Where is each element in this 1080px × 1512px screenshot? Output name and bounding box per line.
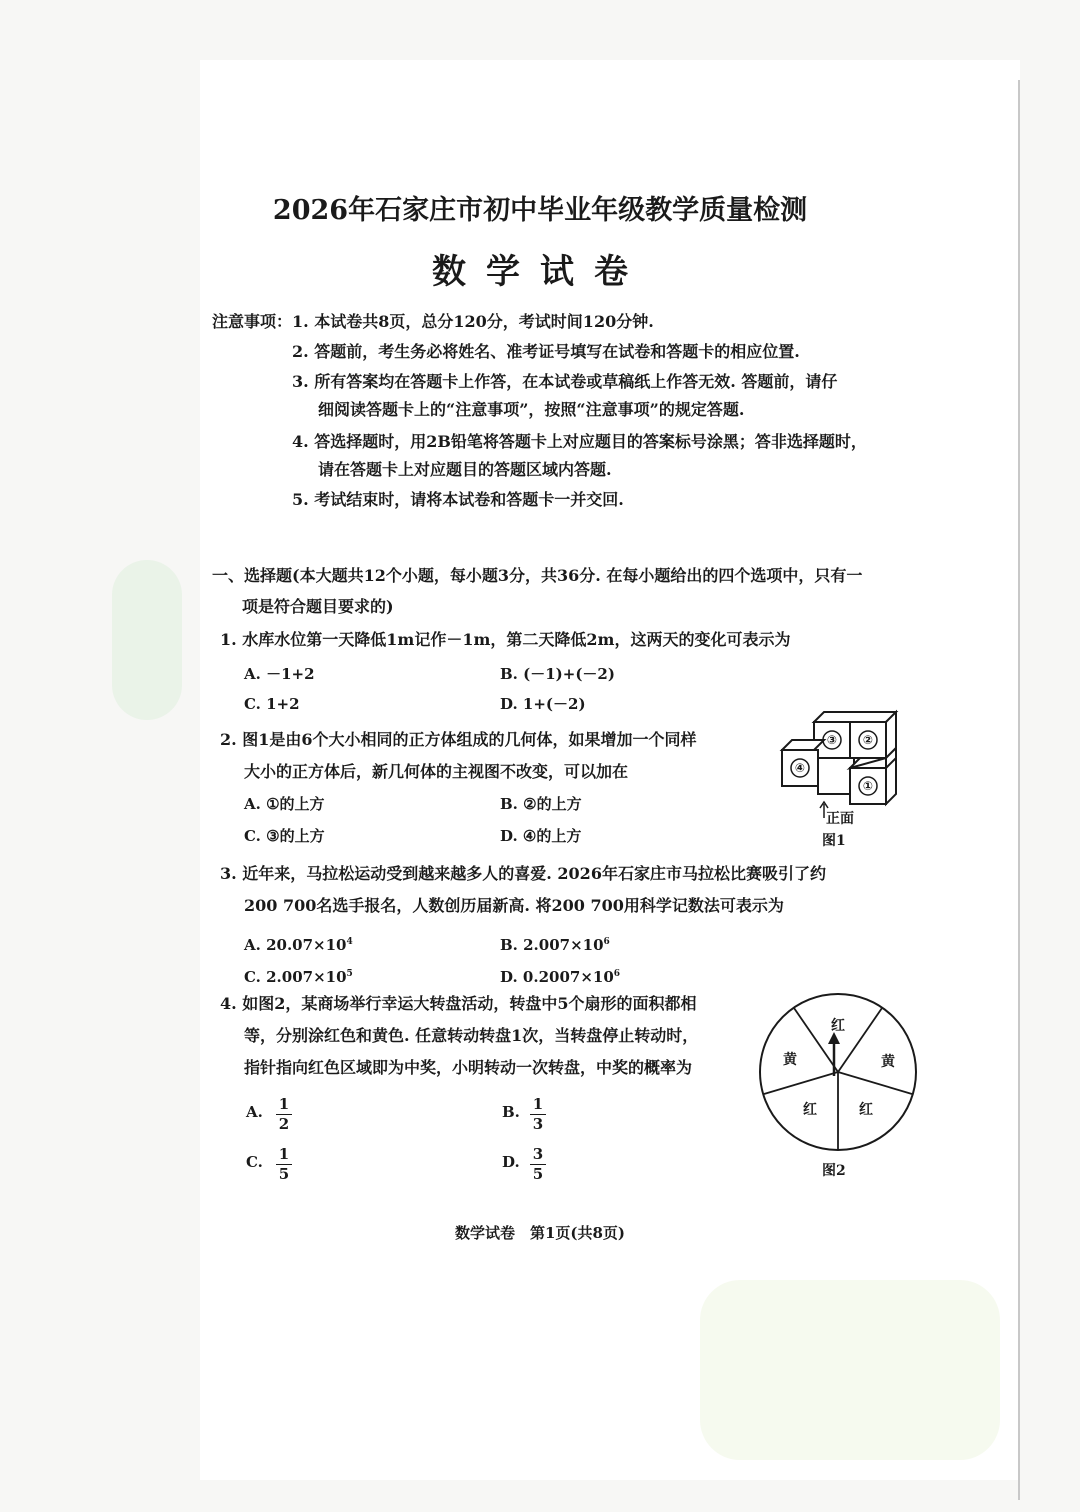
figure-2-label: 图2 [822, 1163, 846, 1179]
cube-label: ② [862, 733, 874, 747]
question-stem: 200 700名选手报名，人数创历届新高. 将200 700用科学记数法可表示为 [244, 896, 784, 915]
sector-label-yellow: 黄 [881, 1054, 895, 1070]
option-c: C. 1+2 [244, 695, 300, 713]
sector-label-yellow: 黄 [783, 1052, 797, 1068]
cube-label: ③ [826, 733, 838, 747]
notes-label: 注意事项： [212, 312, 293, 331]
option-b-label: B. [502, 1103, 520, 1121]
option-b: B. $2.007\times 10^6$ [500, 936, 610, 954]
question-stem: 3. 近年来，马拉松运动受到越来越多人的喜爱. 2026年石家庄市马拉松比赛吸引了约 [220, 864, 826, 883]
option-d: D. 1+(－2) [500, 695, 586, 713]
scan-smudge [700, 1280, 1000, 1460]
option-d: D. ④的上方 [500, 827, 582, 845]
note-item: 3. 所有答案均在答题卡上作答，在本试卷或草稿纸上作答无效. 答题前，请仔 [292, 372, 838, 391]
page-footer: 数学试卷 第1页(共8页) [454, 1224, 626, 1242]
note-item: 1. 本试卷共8页，总分120分，考试时间120分钟. [292, 312, 654, 331]
question-stem: 大小的正方体后，新几何体的主视图不改变，可以加在 [244, 762, 629, 781]
cube-label: ④ [794, 761, 806, 775]
front-label: 正面 [826, 811, 854, 827]
note-item: 2. 答题前，考生务必将姓名、准考证号填写在试卷和答题卡的相应位置. [292, 342, 800, 361]
option-a: A. $20.07\times 10^4$ [244, 936, 353, 954]
section-heading: 一、选择题(本大题共12个小题，每小题3分，共36分. 在每小题给出的四个选项中，只有一 [212, 566, 863, 585]
option-d-fraction: 3 5 [530, 1146, 546, 1183]
option-c-fraction: 1 5 [276, 1146, 292, 1183]
question-stem: 2. 图1是由6个大小相同的正方体组成的几何体，如果增加一个同样 [220, 730, 697, 749]
page-edge [1018, 80, 1020, 1500]
option-d-label: D. [502, 1153, 520, 1171]
option-a-fraction: 1 2 [276, 1096, 292, 1133]
option-a: A. －1+2 [244, 665, 315, 683]
note-item: 5. 考试结束时，请将本试卷和答题卡一并交回. [292, 490, 624, 509]
figure-1-cubes [778, 708, 918, 820]
note-item: 请在答题卡上对应题目的答题区域内答题. [318, 460, 612, 479]
option-c: C. ③的上方 [244, 827, 325, 845]
scan-smudge [112, 560, 182, 720]
cube-label: ① [862, 779, 874, 793]
question-stem: 1. 水库水位第一天降低1m记作－1m，第二天降低2m，这两天的变化可表示为 [220, 630, 791, 649]
option-c-label: C. [246, 1153, 263, 1171]
option-b: B. (－1)+(－2) [500, 665, 615, 683]
figure-2-spinner [756, 990, 920, 1154]
sector-label-red: 红 [831, 1018, 845, 1034]
option-a-label: A. [246, 1103, 263, 1121]
figure-1-label: 图1 [822, 833, 846, 849]
option-b-fraction: 1 3 [530, 1096, 546, 1133]
subject-title: 数学试卷 [432, 252, 648, 292]
exam-title: 2026年石家庄市初中毕业年级教学质量检测 [272, 195, 808, 226]
option-a: A. ①的上方 [244, 795, 325, 813]
sector-label-red: 红 [859, 1102, 873, 1118]
note-item: 4. 答选择题时，用2B铅笔将答题卡上对应题目的答案标号涂黑；答非选择题时， [292, 432, 867, 451]
question-stem: 指针指向红色区域即为中奖，小明转动一次转盘，中奖的概率为 [244, 1058, 693, 1077]
option-d: D. $0.2007\times 10^6$ [500, 968, 621, 986]
section-heading: 项是符合题目要求的) [242, 597, 394, 616]
question-stem: 4. 如图2，某商场举行幸运大转盘活动，转盘中5个扇形的面积都相 [220, 994, 697, 1013]
question-stem: 等，分别涂红色和黄色. 任意转动转盘1次，当转盘停止转动时， [244, 1026, 699, 1045]
option-c: C. $2.007\times 10^5$ [244, 968, 353, 986]
sector-label-red: 红 [803, 1102, 817, 1118]
note-item: 细阅读答题卡上的“注意事项”，按照“注意事项”的规定答题. [318, 400, 745, 419]
option-b: B. ②的上方 [500, 795, 582, 813]
